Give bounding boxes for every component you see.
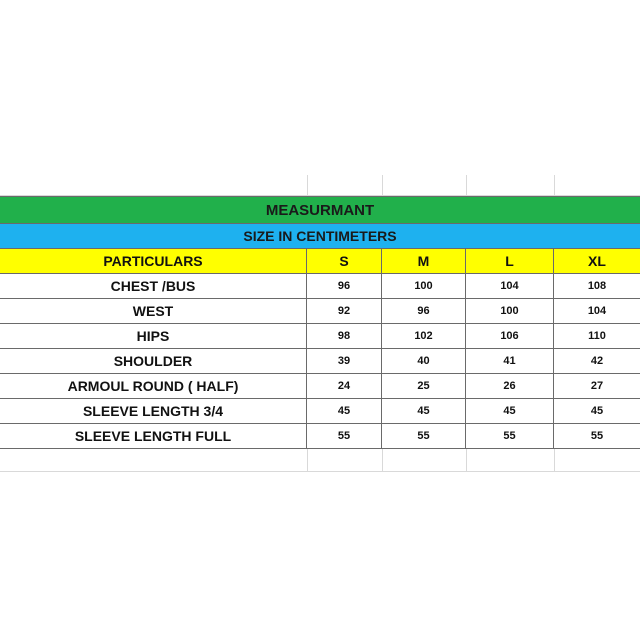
value-s: 92 — [307, 299, 382, 323]
row-label: SLEEVE LENGTH FULL — [0, 424, 307, 448]
value-xl: 45 — [590, 405, 604, 417]
title-row — [0, 196, 640, 224]
value-xl: 110 — [588, 330, 606, 342]
header-size-s: S — [307, 249, 382, 273]
header-size-xl: XL — [588, 253, 606, 269]
header-size-l: L — [466, 249, 554, 273]
table-row — [0, 374, 640, 399]
value-m: 40 — [382, 349, 466, 373]
value-s: 39 — [307, 349, 382, 373]
table-row — [0, 349, 640, 374]
table-row — [0, 324, 640, 349]
value-xl: 27 — [590, 380, 604, 392]
value-l: 45 — [466, 399, 554, 423]
header-size-m: M — [382, 249, 466, 273]
row-label: WEST — [0, 299, 307, 323]
value-l: 106 — [466, 324, 554, 348]
value-m: 25 — [382, 374, 466, 398]
row-label: ARMOUL ROUND ( HALF) — [0, 374, 307, 398]
value-l: 41 — [466, 349, 554, 373]
value-s: 98 — [307, 324, 382, 348]
value-xl: 108 — [587, 280, 607, 292]
table-row — [0, 399, 640, 424]
value-xl: 55 — [590, 430, 604, 442]
size-chart-table — [0, 175, 640, 472]
value-xl: 42 — [590, 355, 604, 367]
row-label: HIPS — [0, 324, 307, 348]
row-label: CHEST /BUS — [0, 274, 307, 298]
row-label: SLEEVE LENGTH 3/4 — [0, 399, 307, 423]
table-row — [0, 274, 640, 299]
value-l: 100 — [466, 299, 554, 323]
value-s: 96 — [307, 274, 382, 298]
value-m: 96 — [382, 299, 466, 323]
row-label: SHOULDER — [0, 349, 307, 373]
table-row — [0, 424, 640, 449]
value-l: 104 — [466, 274, 554, 298]
empty-row-top — [0, 175, 640, 196]
empty-row-bottom — [0, 449, 640, 472]
value-s: 24 — [307, 374, 382, 398]
table-title: MEASURMANT — [265, 201, 375, 219]
table-subtitle: SIZE IN CENTIMETERS — [243, 228, 397, 244]
value-m: 45 — [382, 399, 466, 423]
value-s: 45 — [307, 399, 382, 423]
value-m: 100 — [382, 274, 466, 298]
header-row — [0, 249, 640, 274]
value-m: 102 — [382, 324, 466, 348]
table-row — [0, 299, 640, 324]
value-l: 26 — [466, 374, 554, 398]
value-xl: 104 — [587, 305, 607, 317]
value-s: 55 — [307, 424, 382, 448]
value-l: 55 — [466, 424, 554, 448]
header-particulars: PARTICULARS — [0, 249, 307, 273]
value-m: 55 — [382, 424, 466, 448]
subtitle-row — [0, 224, 640, 249]
